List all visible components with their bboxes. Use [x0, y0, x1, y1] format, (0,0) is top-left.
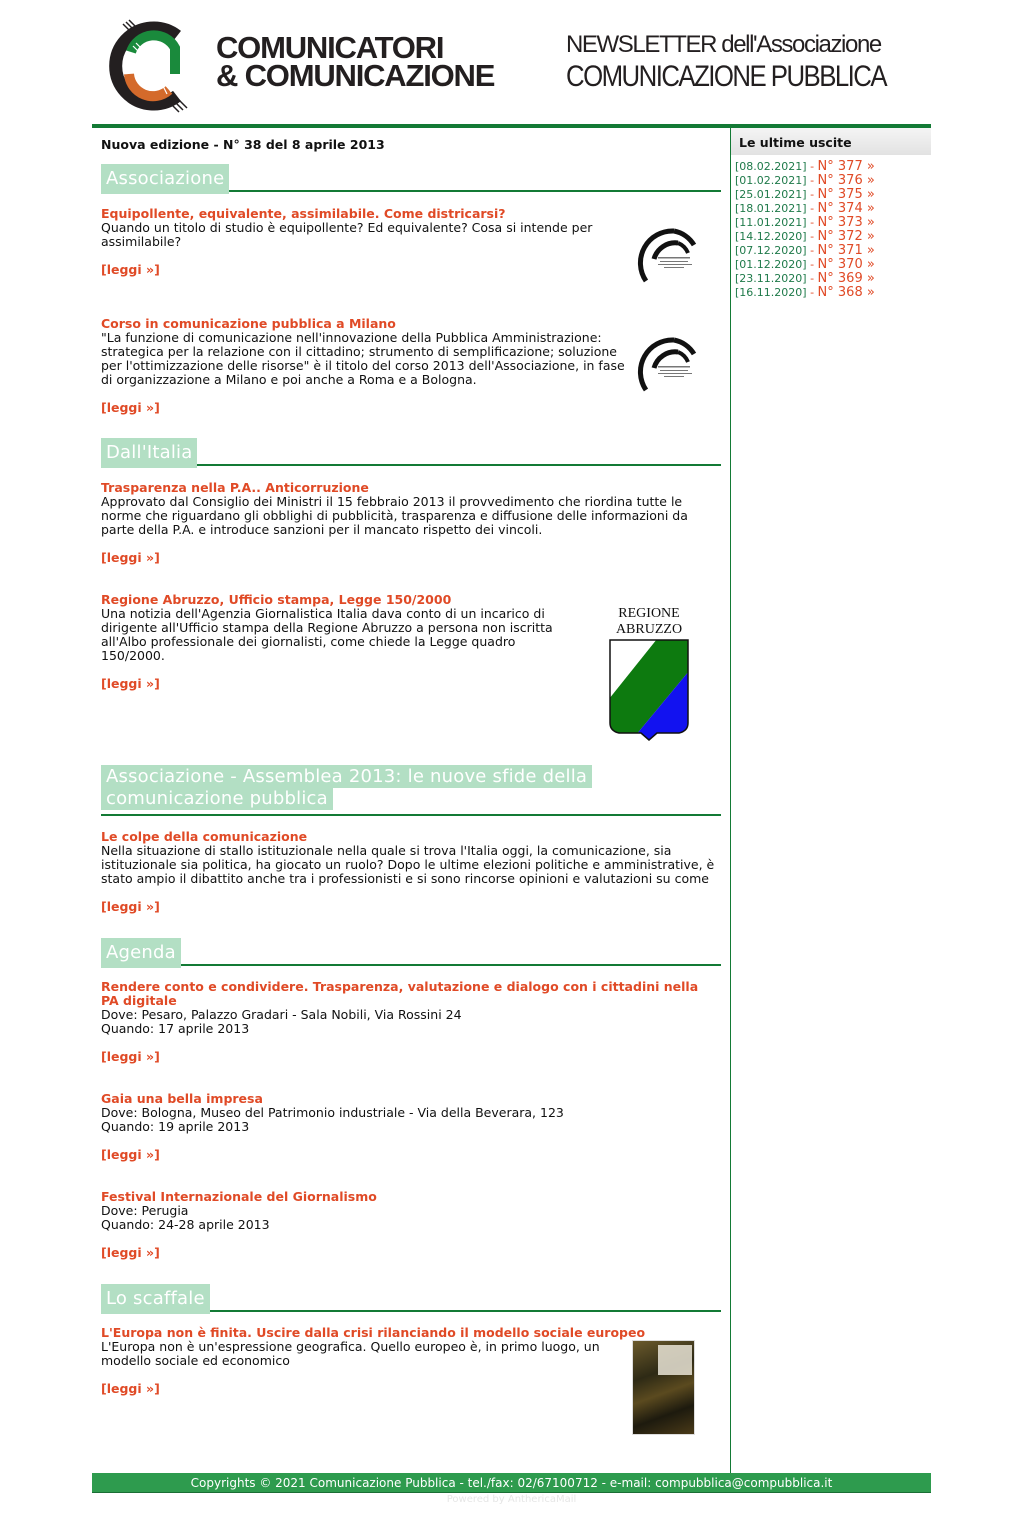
logo-line-1: COMUNICATORI [216, 30, 444, 65]
article [101, 207, 611, 277]
issue-date: [23.11.2020] [735, 272, 807, 285]
issue-separator: - [806, 202, 818, 215]
event-when: Quando: 24-28 aprile 2013 [101, 1217, 270, 1232]
section-header-assemblea [101, 766, 721, 810]
issue-separator: - [806, 244, 818, 257]
header [92, 0, 931, 124]
issue-item [735, 174, 927, 188]
comunicazione-pubblica-logo-icon [634, 332, 710, 396]
article-body: L'Europa non è un'espressione geografica. Quello europeo è, in primo luogo, un modello sociale ed economico [101, 1339, 600, 1368]
issue-date: [01.02.2021] [735, 174, 807, 187]
book-cover-image [632, 1340, 695, 1435]
issue-date: [16.11.2020] [735, 286, 807, 299]
issue-separator: - [806, 286, 818, 299]
article-title-link[interactable]: Trasparenza nella P.A.. Anticorruzione [101, 480, 369, 495]
read-more-link[interactable]: [leggi »] [101, 1147, 160, 1162]
book-cover-title-block [658, 1345, 692, 1375]
shield-icon [609, 639, 689, 741]
footer-copyright: Copyrights © 2021 Comunicazione Pubblica - tel./fax: 02/67100712 - e-mail: compubblica@compubblica.it [92, 1473, 931, 1493]
article-title-link[interactable]: Equipollente, equivalente, assimilabile. Come districarsi? [101, 206, 506, 221]
article-body: Approvato dal Consiglio dei Ministri il 15 febbraio 2013 il provvedimento che riordina tutte le norme che riguardano gli obblighi di pubblicità, trasparenza e diffusione delle informazioni da parte della P.A. e introduce sanzioni per il mancato rispetto dei vincoli. [101, 494, 688, 537]
issue-separator: - [806, 188, 818, 201]
issue-item [735, 230, 927, 244]
issue-link[interactable]: N° 374 » [817, 201, 875, 216]
comunicazione-pubblica-logo-icon [634, 223, 710, 287]
agenda-event [101, 1190, 701, 1260]
section-label: Dall'Italia [101, 438, 197, 468]
issue-link[interactable]: N° 369 » [817, 271, 875, 286]
issue-date: [18.01.2021] [735, 202, 807, 215]
sidebar-title: Le ultime uscite [731, 128, 931, 155]
issue-date: [14.12.2020] [735, 230, 807, 243]
read-more-link[interactable]: [leggi »] [101, 400, 160, 415]
section-label: Associazione - Assemblea 2013: le nuove sfide della comunicazione pubblica [101, 765, 592, 810]
issue-link[interactable]: N° 373 » [817, 215, 875, 230]
section-label: Associazione [101, 164, 229, 194]
issue-link[interactable]: N° 375 » [817, 187, 875, 202]
section-label: Lo scaffale [101, 1284, 210, 1314]
edition-title: Nuova edizione - N° 38 del 8 aprile 2013 [101, 137, 385, 152]
section-label: Agenda [101, 938, 181, 968]
issue-item [735, 258, 927, 272]
article-body: Una notizia dell'Agenzia Giornalistica Italia dava conto di un incarico di dirigente all'Ufficio stampa della Regione Abruzzo a persona non iscritta all'Albo professionale dei giornalisti, come chiede la Legge quadro 150/2000. [101, 606, 553, 663]
issue-item [735, 188, 927, 202]
issue-separator: - [806, 216, 818, 229]
event-title-link[interactable]: Gaia una bella impresa [101, 1091, 263, 1106]
issue-list [731, 155, 931, 300]
issue-item [735, 202, 927, 216]
article-body: "La funzione di comunicazione nell'innovazione della Pubblica Amministrazione: strategica per la relazione con il cittadino; strumento di semplificazione; soluzione per l'ottimizzazione delle risorse" è il titolo del corso 2013 dell'Associazione, in fase di organizzazione a Milano e poi anche a Roma e a Bologna. [101, 330, 625, 387]
read-more-link[interactable]: [leggi »] [101, 262, 160, 277]
section-header-lo-scaffale [101, 1284, 721, 1314]
issue-link[interactable]: N° 370 » [817, 257, 875, 272]
article-body: Nella situazione di stallo istituzionale nella quale si trova l'Italia oggi, la comunicazione, sia istituzionale sia politica, ha giocato un ruolo? Dopo le ultime elezioni politiche e amministrative, è stato ampio il dibattito anche tra i professionisti e si sono rincorse opinioni e valutazioni su come [101, 843, 715, 886]
section-rule [101, 814, 721, 816]
article [101, 593, 561, 691]
issue-date: [01.12.2020] [735, 258, 807, 271]
article-title-link[interactable]: Regione Abruzzo, Ufficio stampa, Legge 150/2000 [101, 592, 452, 607]
logo-line-2: & COMUNICAZIONE [216, 58, 495, 93]
issue-separator: - [806, 230, 818, 243]
read-more-link[interactable]: [leggi »] [101, 1049, 160, 1064]
event-where: Dove: Perugia [101, 1203, 189, 1218]
issue-separator: - [806, 160, 818, 173]
read-more-link[interactable]: [leggi »] [101, 1245, 160, 1260]
section-header-agenda [101, 938, 721, 968]
article [101, 830, 716, 914]
article [101, 317, 631, 415]
crest-text-1: REGIONE [618, 606, 680, 621]
read-more-link[interactable]: [leggi »] [101, 676, 160, 691]
read-more-link[interactable]: [leggi »] [101, 1381, 160, 1396]
article-title-link[interactable]: Corso in comunicazione pubblica a Milano [101, 316, 396, 331]
issue-date: [25.01.2021] [735, 188, 807, 201]
logo-text [216, 30, 495, 93]
issue-separator: - [806, 174, 818, 187]
article [101, 481, 701, 565]
issue-separator: - [806, 272, 818, 285]
issue-date: [11.01.2021] [735, 216, 807, 229]
article-title-link[interactable]: Le colpe della comunicazione [101, 829, 308, 844]
regione-abruzzo-crest [604, 606, 694, 741]
read-more-link[interactable]: [leggi »] [101, 899, 160, 914]
issue-item [735, 216, 927, 230]
article-title-link[interactable]: L'Europa non è finita. Uscire dalla crisi rilanciando il modello sociale europeo [101, 1325, 646, 1340]
issue-date: [08.02.2021] [735, 160, 807, 173]
event-title-link[interactable]: Festival Internazionale del Giornalismo [101, 1189, 377, 1204]
issue-date: [07.12.2020] [735, 244, 807, 257]
tagline-line-1: NEWSLETTER dell'Associazione [566, 31, 881, 58]
read-more-link[interactable]: [leggi »] [101, 550, 160, 565]
event-where: Dove: Bologna, Museo del Patrimonio industriale - Via della Beverara, 123 [101, 1105, 564, 1120]
issue-link[interactable]: N° 377 » [817, 159, 875, 174]
section-header-dall-italia [101, 438, 721, 468]
main-content [92, 128, 731, 1473]
tagline-line-2: COMUNICAZIONE PUBBLICA [566, 60, 887, 93]
event-when: Quando: 17 aprile 2013 [101, 1021, 250, 1036]
sidebar [731, 128, 931, 300]
agenda-event [101, 980, 701, 1064]
logo-mark-icon [109, 18, 195, 114]
powered-by: Powered by AnthericaMail [446, 1494, 577, 1505]
event-when: Quando: 19 aprile 2013 [101, 1119, 250, 1134]
issue-link[interactable]: N° 372 » [817, 229, 875, 244]
newsletter [92, 0, 931, 1505]
section-rule [101, 964, 721, 966]
section-header-associazione [101, 164, 721, 194]
newsletter-tagline [566, 30, 938, 94]
issue-link[interactable]: N° 371 » [817, 243, 875, 258]
crest-text-2: ABRUZZO [615, 622, 683, 637]
issue-link[interactable]: N° 376 » [817, 173, 875, 188]
issue-separator: - [806, 258, 818, 271]
agenda-event [101, 1092, 701, 1162]
article [101, 1325, 646, 1396]
article-body: Quando un titolo di studio è equipollente? Ed equivalente? Cosa si intende per assimilabile? [101, 220, 593, 249]
event-title-link[interactable]: Rendere conto e condividere. Trasparenza, valutazione e dialogo con i cittadini nella PA digitale [101, 979, 699, 1008]
issue-link[interactable]: N° 368 » [817, 285, 875, 300]
event-where: Dove: Pesaro, Palazzo Gradari - Sala Nobili, Via Rossini 24 [101, 1007, 462, 1022]
issue-item [735, 244, 927, 258]
issue-item [735, 286, 927, 300]
issue-item [735, 272, 927, 286]
issue-item [735, 160, 927, 174]
